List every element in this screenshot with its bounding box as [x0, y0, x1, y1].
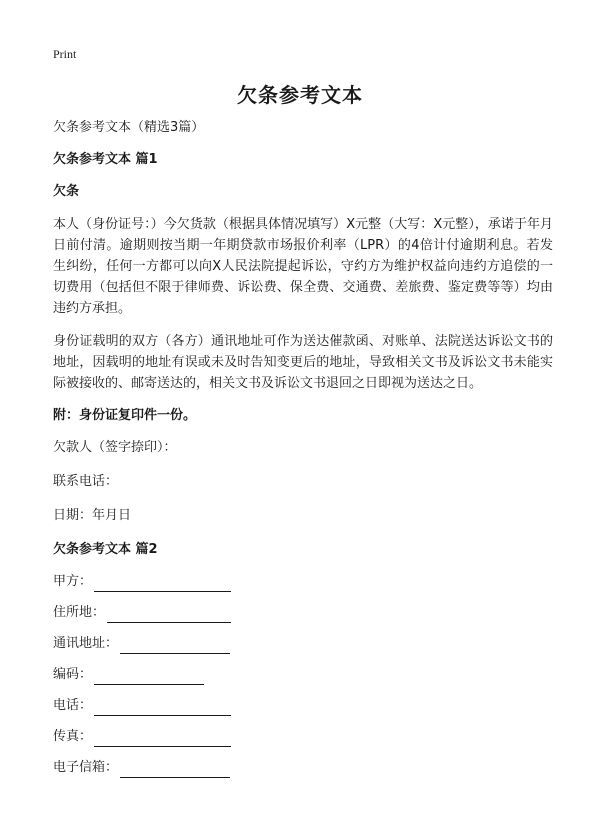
field-residence	[53, 603, 553, 623]
field-label: 电话：	[53, 698, 93, 713]
field-phone	[53, 696, 553, 716]
document-subtitle: 欠条参考文本（精选3篇）	[53, 120, 205, 135]
fill-in-blank[interactable]	[94, 730, 231, 747]
field-postal-code	[53, 665, 553, 685]
document-body	[53, 118, 553, 789]
phone-line: 联系电话：	[53, 474, 119, 489]
field-label: 编码：	[53, 667, 93, 682]
section1-subheading: 欠条	[53, 184, 80, 199]
field-mailing-address	[53, 634, 553, 654]
fill-in-blank[interactable]	[120, 761, 230, 778]
fill-in-blank[interactable]	[107, 606, 231, 623]
field-label: 住所地：	[53, 605, 106, 620]
field-label: 甲方：	[53, 574, 93, 589]
section1-paragraph-2: 身份证载明的双方（各方）通讯地址可作为送达催款函、对账单、法院送达诉讼文书的地址，因载明的地址有误或未及时告知变更后的地址，导致相关文书及诉讼文书未能实际被接收的、邮寄送达的，相关文书及诉讼文书退回之日即视为送达之日。	[53, 334, 553, 391]
field-label: 传真：	[53, 729, 93, 744]
fill-in-blank[interactable]	[94, 699, 231, 716]
field-label: 通讯地址：	[53, 636, 119, 651]
section2-heading: 欠条参考文本 篇2	[53, 542, 158, 557]
section1-paragraph-1: 本人（身份证号：）今欠货款（根据具体情况填写）X元整（大写：X元整），承诺于年月日前付清。逾期则按当期一年期贷款市场报价利率（LPR）的4倍计付逾期利息。若发生纠纷，任何一方都可以向X人民法院提起诉讼，守约方为维护权益向违约方追偿的一切费用（包括但不限于律师费、诉讼费、保全费、交通费、差旅费、鉴定费等等）均由违约方承担。	[53, 217, 553, 316]
debtor-signature-line: 欠款人（签字捺印）：	[53, 440, 177, 455]
attachment-note: 附：身份证复印件一份。	[53, 408, 197, 423]
field-email	[53, 758, 553, 778]
document-title: 欠条参考文本	[237, 83, 363, 107]
print-label[interactable]: Print	[53, 47, 77, 61]
field-label: 电子信箱：	[53, 760, 119, 775]
field-party-a	[53, 572, 553, 592]
field-fax	[53, 727, 553, 747]
fill-in-blank[interactable]	[120, 637, 230, 654]
section1-heading: 欠条参考文本 篇1	[53, 152, 158, 167]
fill-in-blank[interactable]	[94, 668, 204, 685]
fill-in-blank[interactable]	[94, 575, 231, 592]
date-line: 日期：年月日	[53, 508, 132, 523]
